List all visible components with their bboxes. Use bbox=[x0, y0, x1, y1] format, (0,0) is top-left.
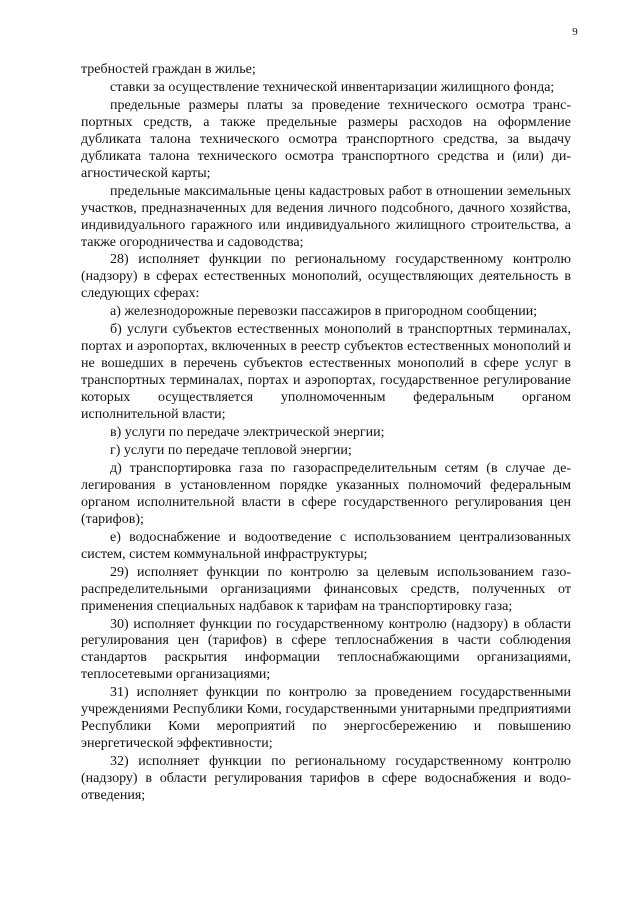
paragraph: предельные максимальные цены кадастровых работ в отношении земельных участков, предназначенных для ведения личного подсобного, дачного хозяйства, индивидуального гаражного или индивидуального жилищного строительства, а также огородничества и садоводства; bbox=[81, 183, 571, 250]
paragraph: б) услуги субъектов естественных монополий в транспортных терминалах, портах и аэропортах, включенных в реестр субъектов естественных монополий и не вошедших в перечень субъектов естественных монополий в сфере услуг в транспортных терминалах, портах и аэропортах, государственное регулирование которых осуществляется уполномоченным федеральным органом исполнительной власти; bbox=[81, 322, 571, 423]
paragraph: 32) исполняет функции по региональному государственному контролю (надзору) в области регулирования тарифов в сфере водоснабжения и водоотведения; bbox=[81, 754, 571, 804]
paragraph: д) транспортировка газа по газораспределительным сетям (в случае делегирования в установленном порядке указанных полномочий федеральным органом исполнительной власти в сфере государственного регулирования цен (тарифов); bbox=[81, 460, 571, 527]
paragraph: 31) исполняет функции по контролю за проведением государственными учреждениями Республики Коми, государственными унитарными предприятиями Республики Коми мероприятий по энергосбережению и повышению энергетической эффективности; bbox=[81, 685, 571, 752]
paragraph: 28) исполняет функции по региональному государственному контролю (надзору) в сферах естественных монополий, осуществляющих деятельность в следующих сферах: bbox=[81, 252, 571, 302]
paragraph: 29) исполняет функции по контролю за целевым использованием газораспределительными организациями финансовых средств, полученных от применения специальных надбавок к тарифам на транспортировку газа; bbox=[81, 564, 571, 614]
paragraph: г) услуги по передаче тепловой энергии; bbox=[110, 442, 352, 458]
paragraph: в) услуги по передаче электрической энергии; bbox=[110, 425, 385, 441]
document-body bbox=[81, 62, 571, 806]
paragraph: 30) исполняет функции по государственному контролю (надзору) в области регулирования цен (тарифов) в сфере теплоснабжения в части соблюдения стандартов раскрытия информации теплоснабжающими организациями, теплосетевыми организациями; bbox=[81, 616, 571, 683]
paragraph: а) железнодорожные перевозки пассажиров в пригородном сообщении; bbox=[110, 304, 538, 320]
paragraph: предельные размеры платы за проведение технического осмотра транспортных средств, а также предельные размеры расходов на оформление дубликата талона технического осмотра транспортного средства, за выдачу дубликата талона технического осмотра транспортного средства и (или) диагностической карты; bbox=[81, 97, 571, 181]
paragraph: требностей граждан в жилье; bbox=[81, 62, 256, 77]
paragraph: ставки за осуществление технической инвентаризации жилищного фонда; bbox=[110, 79, 555, 95]
paragraph: е) водоснабжение и водоотведение с использованием централизованных систем, систем коммунальной инфраструктуры; bbox=[81, 529, 571, 562]
page-number: 9 bbox=[572, 26, 578, 38]
